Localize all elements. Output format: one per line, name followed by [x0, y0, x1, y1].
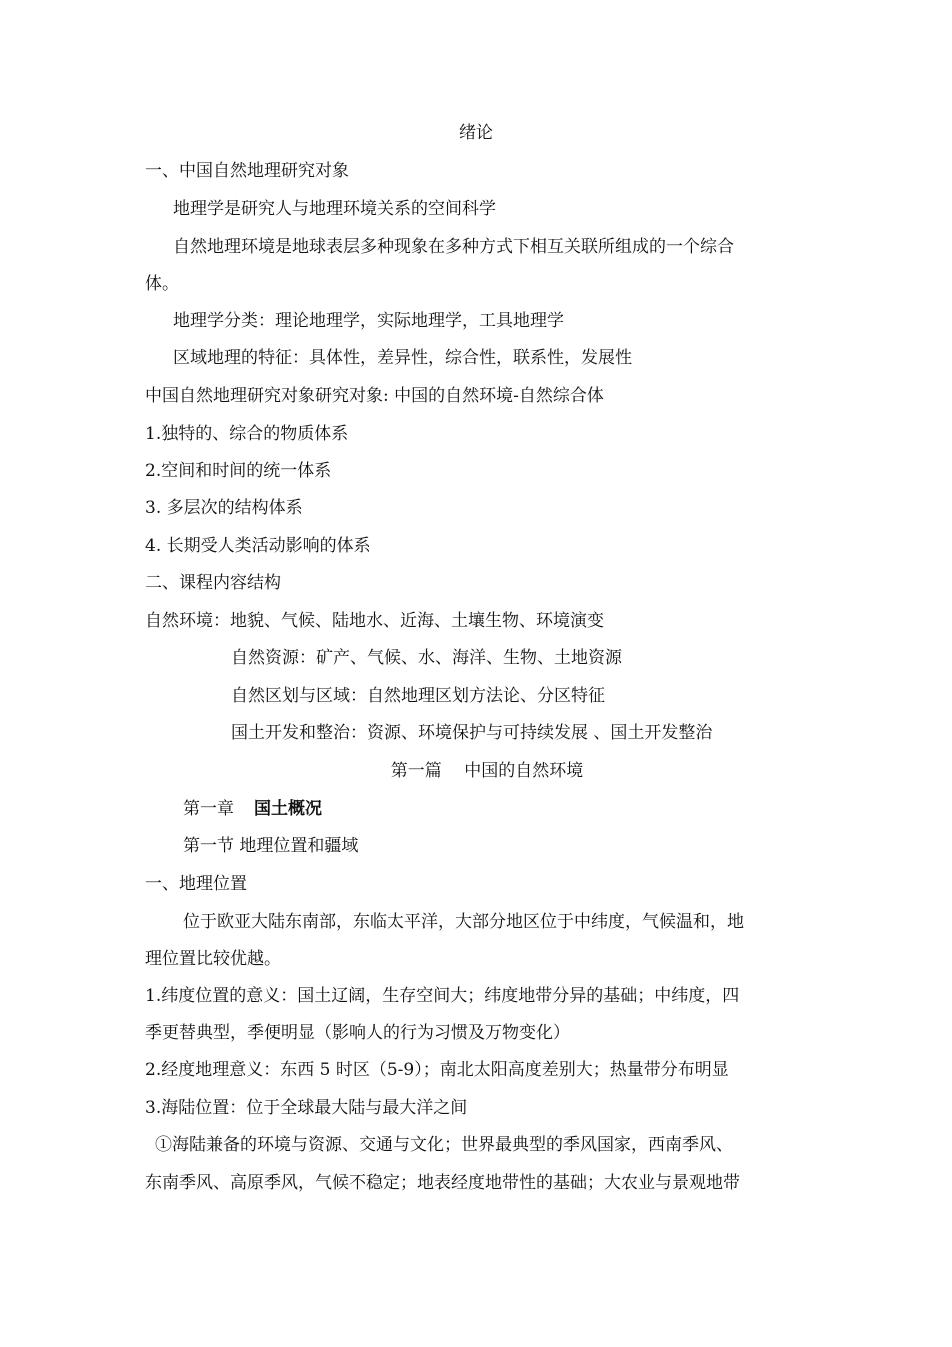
list-item: 4. 长期受人类活动影响的体系: [145, 536, 371, 556]
paragraph-6-line-2: 理位置比较优越。: [145, 949, 281, 969]
course-item: 自然环境：地貌、气候、陆地水、近海、土壤生物、环境演变: [145, 611, 604, 631]
paragraph-4: 区域地理的特征：具体性，差异性，综合性，联系性，发展性: [173, 348, 632, 368]
paragraph-9: 3.海陆位置：位于全球最大陆与最大洋之间: [145, 1098, 468, 1118]
paragraph-1: 地理学是研究人与地理环境关系的空间科学: [173, 199, 496, 219]
chapter-label: 第一章: [183, 799, 234, 819]
section-title: 第一节 地理位置和疆域: [183, 836, 359, 856]
paragraph-5: 中国自然地理研究对象研究对象: 中国的自然环境-自然综合体: [145, 386, 604, 406]
section-heading-1: 一、中国自然地理研究对象: [145, 161, 349, 181]
paragraph-7-line-2: 季更替典型，季便明显（影响人的行为习惯及万物变化）: [145, 1023, 570, 1043]
doc-title: 绪论: [459, 123, 493, 143]
paragraph-3: 地理学分类：理论地理学，实际地理学，工具地理学: [173, 311, 564, 331]
paragraph-8: 2.经度地理意义：东西 5 时区（5-9）；南北太阳高度差别大；热量带分布明显: [145, 1060, 729, 1080]
course-item: 自然区划与区域：自然地理区划方法论、分区特征: [231, 686, 605, 706]
paragraph-10-line-2: 东南季风、高原季风，气候不稳定；地表经度地带性的基础；大农业与景观地带: [145, 1173, 740, 1193]
paragraph-10-line-1: ①海陆兼备的环境与资源、交通与文化；世界最典型的季风国家，西南季风、: [155, 1135, 733, 1155]
paragraph-7-line-1: 1.纬度位置的意义：国土辽阔，生存空间大；纬度地带分异的基础；中纬度，四: [145, 986, 740, 1006]
list-item: 3. 多层次的结构体系: [145, 498, 303, 518]
paragraph-6-line-1: 位于欧亚大陆东南部，东临太平洋，大部分地区位于中纬度，气候温和，地: [183, 912, 744, 932]
chapter-heading: [183, 798, 322, 820]
part-title: 第一篇 中国的自然环境: [390, 761, 584, 781]
section-heading-3: 一、地理位置: [145, 874, 247, 894]
course-item: 国土开发和整治：资源、环境保护与可持续发展 、国土开发整治: [231, 723, 713, 743]
list-item: 1.独特的、综合的物质体系: [145, 424, 349, 444]
section-heading-2: 二、课程内容结构: [145, 573, 281, 593]
paragraph-2-line-1: 自然地理环境是地球表层多种现象在多种方式下相互关联所组成的一个综合: [173, 237, 734, 257]
chapter-title: 国土概况: [254, 799, 322, 819]
paragraph-2-line-2: 体。: [145, 274, 179, 294]
course-item: 自然资源：矿产、气候、水、海洋、生物、土地资源: [231, 648, 622, 668]
list-item: 2.空间和时间的统一体系: [145, 461, 332, 481]
